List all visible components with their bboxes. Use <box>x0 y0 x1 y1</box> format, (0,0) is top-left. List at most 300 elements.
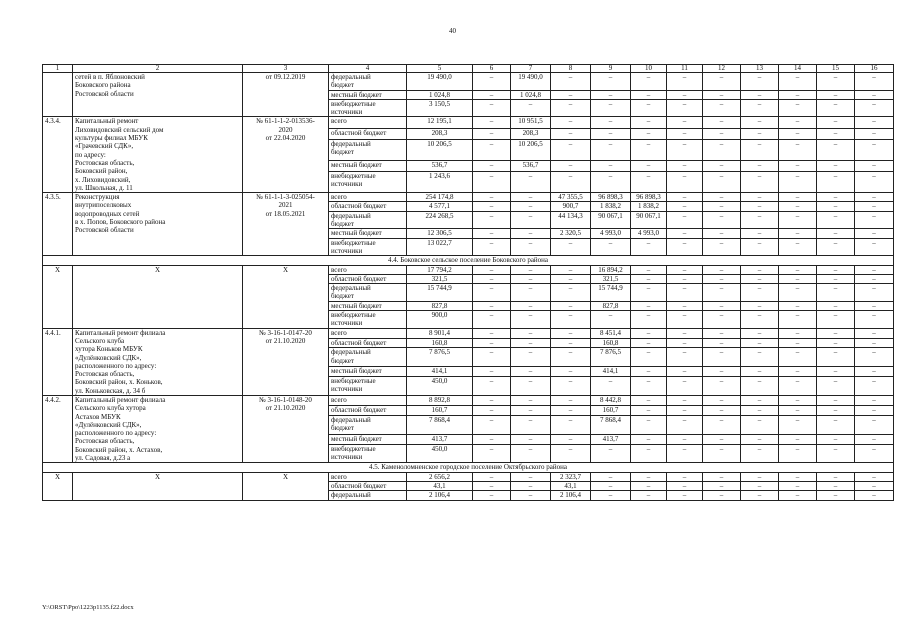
value-cell: – <box>741 73 779 91</box>
value-cell: – <box>591 73 631 91</box>
value-cell: – <box>855 328 894 338</box>
cell-line: внебюджетные <box>331 311 376 320</box>
cell-line: внебюджетные <box>331 444 376 453</box>
value-cell: – <box>473 301 511 310</box>
value-cell: – <box>817 238 855 256</box>
value-cell: 2 656,2 <box>407 472 473 481</box>
value-cell: – <box>703 491 741 500</box>
value-cell: 827,8 <box>591 301 631 310</box>
value-cell: – <box>591 311 631 329</box>
value-cell: – <box>741 395 779 405</box>
value-cell: – <box>817 481 855 490</box>
value-cell: – <box>631 472 667 481</box>
value-cell: – <box>667 284 703 302</box>
value-cell: 7 876,5 <box>591 348 631 367</box>
value-cell: – <box>667 472 703 481</box>
header-row <box>43 65 894 73</box>
cell-line: местный бюджет <box>331 160 382 169</box>
header-cell: 5 <box>407 65 473 73</box>
cell-line: всего <box>331 472 347 481</box>
value-cell: 47 355,5 <box>551 193 591 202</box>
cell-line: от 09.12.2019 <box>265 73 306 81</box>
value-cell: – <box>473 229 511 238</box>
value-cell: – <box>741 405 779 415</box>
value-cell: – <box>631 99 667 117</box>
cell-line: в х. Попов, Боковского района <box>75 218 166 227</box>
cell-line: ул. Садовая, д.23 а <box>75 454 131 463</box>
header-cell: 11 <box>667 65 703 73</box>
cell-line: X <box>282 472 289 481</box>
value-cell: – <box>741 128 779 139</box>
value-cell: – <box>473 160 511 171</box>
value-cell: – <box>667 172 703 193</box>
value-cell: – <box>631 415 667 434</box>
value-cell: 536,7 <box>511 160 551 171</box>
item-document <box>243 472 329 500</box>
value-cell: – <box>473 367 511 377</box>
value-cell: 321,5 <box>407 274 473 283</box>
value-cell: – <box>511 348 551 367</box>
cell-line: местный бюджет <box>331 90 382 99</box>
value-cell: 16 894,2 <box>591 265 631 274</box>
value-cell: 15 744,9 <box>591 284 631 302</box>
value-cell: – <box>551 377 591 396</box>
value-cell: 10 206,5 <box>511 139 551 160</box>
value-cell: – <box>631 265 667 274</box>
value-cell: – <box>855 238 894 256</box>
value-cell: – <box>631 377 667 396</box>
cell-line: федеральный <box>331 415 371 424</box>
cell-line: х. Лиховидовский, <box>75 175 131 184</box>
value-cell: – <box>703 301 741 310</box>
value-cell: – <box>741 265 779 274</box>
value-cell: – <box>551 338 591 348</box>
value-cell: – <box>631 128 667 139</box>
value-cell: – <box>511 395 551 405</box>
value-cell: – <box>511 301 551 310</box>
value-cell: – <box>817 415 855 434</box>
value-cell: – <box>667 367 703 377</box>
value-cell: 12 306,5 <box>407 229 473 238</box>
value-cell: – <box>741 444 779 463</box>
funding-source <box>329 472 407 481</box>
value-cell: 224 268,5 <box>407 211 473 229</box>
value-cell: – <box>817 274 855 283</box>
value-cell: – <box>473 284 511 302</box>
value-cell: – <box>631 481 667 490</box>
value-cell: – <box>741 160 779 171</box>
item-name <box>73 73 243 117</box>
value-cell: – <box>551 172 591 193</box>
value-cell: – <box>511 444 551 463</box>
value-cell: – <box>473 274 511 283</box>
value-cell: – <box>779 444 817 463</box>
value-cell: – <box>473 348 511 367</box>
cell-line: «Грачевский СДК», <box>75 142 134 151</box>
value-cell: 2 106,4 <box>551 491 591 500</box>
value-cell: – <box>591 128 631 139</box>
funding-source <box>329 301 407 310</box>
value-cell: – <box>667 481 703 490</box>
value-cell: – <box>551 90 591 99</box>
value-cell: – <box>667 274 703 283</box>
funding-source <box>329 238 407 256</box>
header-cell: 2 <box>73 65 243 73</box>
value-cell: – <box>703 395 741 405</box>
value-cell: – <box>473 211 511 229</box>
value-cell: – <box>511 377 551 396</box>
value-cell: – <box>473 415 511 434</box>
item-name <box>73 193 243 256</box>
cell-line: Боковского района <box>75 81 131 90</box>
cell-line: ул. Коньковская, д. 34 б <box>75 386 146 395</box>
value-cell: – <box>473 491 511 500</box>
value-cell: – <box>631 90 667 99</box>
cell-line: источники <box>331 319 363 328</box>
value-cell: – <box>511 405 551 415</box>
value-cell: – <box>779 99 817 117</box>
item-name <box>73 395 243 462</box>
value-cell: – <box>741 472 779 481</box>
value-cell: 900,7 <box>551 202 591 211</box>
value-cell: 8 442,8 <box>591 395 631 405</box>
funding-source <box>329 202 407 211</box>
value-cell: – <box>511 202 551 211</box>
table-row <box>43 193 894 202</box>
value-cell: 827,8 <box>407 301 473 310</box>
value-cell: – <box>855 90 894 99</box>
cell-line: внебюджетные <box>331 99 376 108</box>
value-cell: – <box>817 338 855 348</box>
value-cell: – <box>703 415 741 434</box>
value-cell: – <box>667 117 703 128</box>
section-title: 4.5. Каменоломненское городское поселение Октябрьского района <box>43 463 894 472</box>
value-cell: – <box>855 117 894 128</box>
value-cell: – <box>511 328 551 338</box>
value-cell: – <box>817 377 855 396</box>
value-cell: – <box>741 238 779 256</box>
value-cell: 8 451,4 <box>591 328 631 338</box>
cell-line: областной бюджет <box>331 128 387 137</box>
value-cell: – <box>779 117 817 128</box>
value-cell: – <box>703 348 741 367</box>
item-number: 4.3.4. <box>43 117 73 193</box>
value-cell: – <box>779 377 817 396</box>
cell-line: № 3-16-1-0148-20 <box>259 395 312 404</box>
value-cell: – <box>817 367 855 377</box>
value-cell: – <box>855 377 894 396</box>
value-cell: – <box>817 229 855 238</box>
value-cell: – <box>779 265 817 274</box>
value-cell: – <box>779 472 817 481</box>
cell-line: источники <box>331 452 363 461</box>
item-document <box>243 265 329 328</box>
value-cell: – <box>855 202 894 211</box>
value-cell: 90 067,1 <box>631 211 667 229</box>
funding-source <box>329 274 407 283</box>
value-cell: – <box>551 348 591 367</box>
value-cell: – <box>631 405 667 415</box>
budget-table <box>42 64 894 501</box>
value-cell: – <box>551 128 591 139</box>
value-cell: – <box>551 160 591 171</box>
value-cell: – <box>473 395 511 405</box>
section-row <box>43 256 894 265</box>
value-cell: – <box>473 338 511 348</box>
value-cell: – <box>741 117 779 128</box>
cell-line: федеральный <box>331 73 371 81</box>
value-cell: – <box>855 229 894 238</box>
value-cell: 15 744,9 <box>407 284 473 302</box>
value-cell: – <box>591 117 631 128</box>
table-row <box>43 73 894 91</box>
value-cell: – <box>817 73 855 91</box>
value-cell: – <box>741 301 779 310</box>
value-cell: 3 150,5 <box>407 99 473 117</box>
cell-line: местный бюджет <box>331 229 382 238</box>
value-cell: – <box>551 238 591 256</box>
value-cell: – <box>631 284 667 302</box>
cell-line: внебюджетные <box>331 172 376 180</box>
value-cell: – <box>817 172 855 193</box>
cell-line: федеральный <box>331 211 371 220</box>
value-cell: – <box>703 377 741 396</box>
table-row <box>43 395 894 405</box>
header-cell: 4 <box>329 65 407 73</box>
value-cell: – <box>473 128 511 139</box>
value-cell: – <box>511 284 551 302</box>
cell-line: Капитальный ремонт <box>75 117 139 126</box>
cell-line: расположенного по адресу: <box>75 429 157 438</box>
cell-line: хутора Коньков МБУК <box>75 345 143 354</box>
value-cell: – <box>667 444 703 463</box>
value-cell: – <box>591 491 631 500</box>
value-cell: 10 206,5 <box>407 139 473 160</box>
cell-line: водопроводных сетей <box>75 209 140 218</box>
value-cell: – <box>631 395 667 405</box>
value-cell: – <box>551 99 591 117</box>
value-cell: – <box>817 265 855 274</box>
value-cell: 19 490,0 <box>407 73 473 91</box>
value-cell: – <box>855 160 894 171</box>
value-cell: 7 868,4 <box>407 415 473 434</box>
value-cell: – <box>779 301 817 310</box>
value-cell: – <box>667 338 703 348</box>
value-cell: – <box>631 238 667 256</box>
value-cell: – <box>741 139 779 160</box>
value-cell: – <box>703 265 741 274</box>
value-cell: – <box>855 415 894 434</box>
value-cell: – <box>473 434 511 444</box>
value-cell: 12 195,1 <box>407 117 473 128</box>
value-cell: – <box>779 367 817 377</box>
value-cell: – <box>591 172 631 193</box>
value-cell: – <box>631 139 667 160</box>
value-cell: 96 898,3 <box>631 193 667 202</box>
value-cell: – <box>741 348 779 367</box>
funding-source <box>329 444 407 463</box>
value-cell: – <box>667 202 703 211</box>
value-cell: 4 577,1 <box>407 202 473 211</box>
value-cell: – <box>511 434 551 444</box>
cell-line: местный бюджет <box>331 367 382 376</box>
item-number: X <box>43 265 73 328</box>
header-cell: 13 <box>741 65 779 73</box>
value-cell: – <box>703 160 741 171</box>
value-cell: 450,0 <box>407 377 473 396</box>
value-cell: 4 993,0 <box>631 229 667 238</box>
value-cell: – <box>817 202 855 211</box>
item-name <box>73 265 243 328</box>
value-cell: – <box>591 377 631 396</box>
value-cell: 2 106,4 <box>407 491 473 500</box>
value-cell: – <box>473 238 511 256</box>
item-name <box>73 472 243 500</box>
value-cell: – <box>817 444 855 463</box>
value-cell: – <box>473 172 511 193</box>
cell-line: Ростовской области <box>75 89 134 98</box>
value-cell: – <box>703 238 741 256</box>
cell-line: № 61-1-1-2-013536- <box>256 117 315 126</box>
header-cell: 12 <box>703 65 741 73</box>
value-cell: – <box>551 265 591 274</box>
cell-line: областной бюджет <box>331 481 387 490</box>
cell-line: X <box>154 472 161 481</box>
funding-source <box>329 99 407 117</box>
value-cell: – <box>551 117 591 128</box>
value-cell: – <box>551 415 591 434</box>
value-cell: – <box>779 211 817 229</box>
value-cell: – <box>667 377 703 396</box>
value-cell: – <box>855 444 894 463</box>
cell-line: бюджет <box>331 424 354 433</box>
funding-source <box>329 128 407 139</box>
value-cell: – <box>855 311 894 329</box>
value-cell: – <box>703 472 741 481</box>
value-cell: – <box>473 481 511 490</box>
value-cell: – <box>511 415 551 434</box>
value-cell: 44 134,3 <box>551 211 591 229</box>
value-cell: – <box>855 274 894 283</box>
funding-source <box>329 395 407 405</box>
funding-source <box>329 160 407 171</box>
value-cell: – <box>703 481 741 490</box>
value-cell: 17 794,2 <box>407 265 473 274</box>
value-cell: 1 838,2 <box>631 202 667 211</box>
value-cell: – <box>703 172 741 193</box>
value-cell: – <box>473 117 511 128</box>
value-cell: – <box>591 90 631 99</box>
value-cell: – <box>667 139 703 160</box>
value-cell: – <box>817 301 855 310</box>
value-cell: – <box>703 434 741 444</box>
funding-source <box>329 481 407 490</box>
value-cell: – <box>817 405 855 415</box>
value-cell: – <box>667 405 703 415</box>
cell-line: Капитальный ремонт филиала <box>75 395 166 404</box>
value-cell: – <box>631 160 667 171</box>
value-cell: – <box>667 193 703 202</box>
value-cell: – <box>591 481 631 490</box>
value-cell: 536,7 <box>407 160 473 171</box>
value-cell: – <box>817 434 855 444</box>
value-cell: 2 323,7 <box>551 472 591 481</box>
value-cell: – <box>779 491 817 500</box>
value-cell: – <box>631 73 667 91</box>
funding-source <box>329 284 407 302</box>
value-cell: – <box>591 160 631 171</box>
cell-line: федеральный <box>331 139 371 148</box>
value-cell: – <box>551 284 591 302</box>
value-cell: – <box>703 328 741 338</box>
cell-line: № 3-16-1-0147-20 <box>259 328 312 337</box>
value-cell: – <box>779 202 817 211</box>
item-document <box>243 395 329 462</box>
item-document <box>243 193 329 256</box>
funding-source <box>329 328 407 338</box>
value-cell: – <box>817 139 855 160</box>
cell-line: Реконструкция <box>75 193 120 202</box>
value-cell: – <box>855 139 894 160</box>
value-cell: 208,3 <box>407 128 473 139</box>
cell-line: бюджет <box>331 81 354 90</box>
value-cell: – <box>667 99 703 117</box>
cell-line: бюджет <box>331 356 354 365</box>
cell-line: ул. Школьная, д. 11 <box>75 183 133 192</box>
value-cell: – <box>631 172 667 193</box>
funding-source <box>329 172 407 193</box>
value-cell: – <box>741 284 779 302</box>
value-cell: – <box>551 444 591 463</box>
item-name <box>73 117 243 193</box>
value-cell: – <box>511 265 551 274</box>
section-row <box>43 463 894 472</box>
value-cell: – <box>703 274 741 283</box>
value-cell: 414,1 <box>407 367 473 377</box>
cell-line: сетей в п. Яблоновский <box>75 73 145 81</box>
cell-line: Лиховидовский сельский дом <box>75 125 164 134</box>
value-cell: – <box>703 284 741 302</box>
value-cell: – <box>511 229 551 238</box>
header-cell: 9 <box>591 65 631 73</box>
value-cell: – <box>473 265 511 274</box>
cell-line: от 21.10.2020 <box>265 336 306 345</box>
value-cell: – <box>779 415 817 434</box>
table-row <box>43 328 894 338</box>
value-cell: – <box>473 311 511 329</box>
value-cell: – <box>591 139 631 160</box>
cell-line: областной бюджет <box>331 274 387 283</box>
value-cell: – <box>703 139 741 160</box>
value-cell: – <box>817 193 855 202</box>
funding-source <box>329 491 407 500</box>
value-cell: – <box>779 434 817 444</box>
cell-line: Боковский район, х. Коньков, <box>75 378 163 387</box>
value-cell: – <box>741 434 779 444</box>
header-cell: 6 <box>473 65 511 73</box>
cell-line: от 22.04.2020 <box>265 134 306 143</box>
value-cell: – <box>817 128 855 139</box>
value-cell: 450,0 <box>407 444 473 463</box>
header-cell: 8 <box>551 65 591 73</box>
value-cell: – <box>817 117 855 128</box>
header-cell: 15 <box>817 65 855 73</box>
value-cell: – <box>779 328 817 338</box>
funding-source <box>329 73 407 91</box>
cell-line: № 61-1-1-3-025054- <box>256 193 315 202</box>
value-cell: – <box>779 274 817 283</box>
value-cell: 7 868,4 <box>591 415 631 434</box>
